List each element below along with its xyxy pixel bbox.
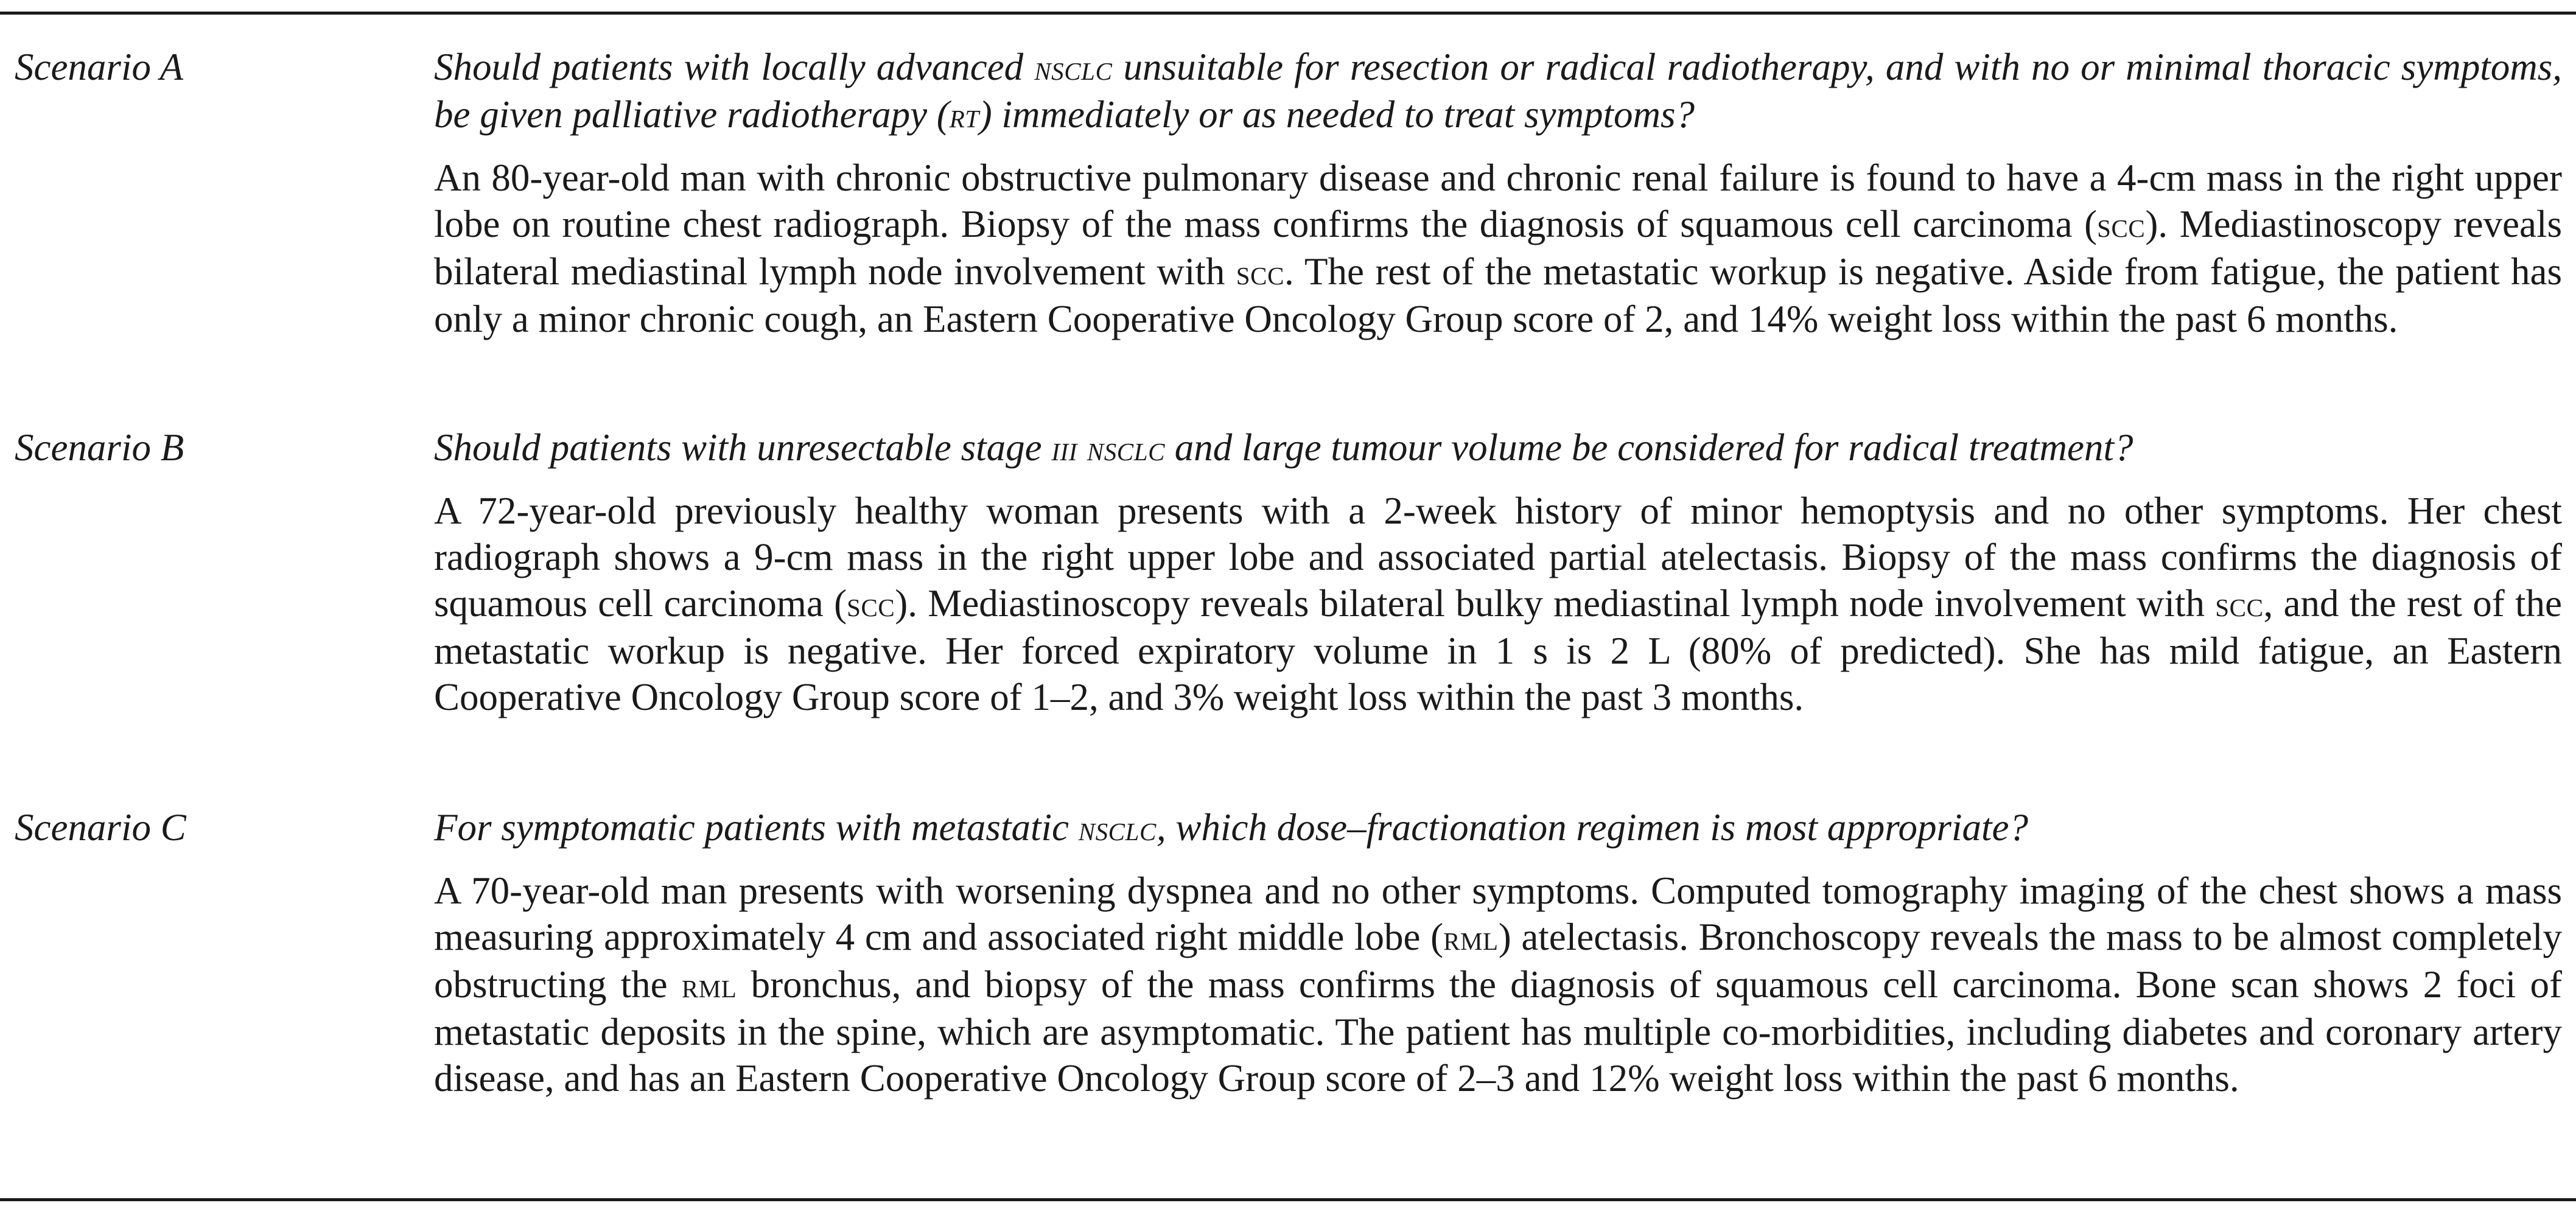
text-run: For symptomatic patients with metastatic <box>434 806 1079 849</box>
scenario-case-description <box>434 488 2562 720</box>
scenario-case-description <box>434 868 2562 1101</box>
text-run: . The rest of the metastatic workup is negative. Aside from fatigue, the patient has only a minor chronic cough, an Eastern Cooperative Oncology Group score of 2, and 14% weight loss within the past 6 months. <box>434 250 2562 340</box>
scenario-question <box>434 804 2562 852</box>
text-run: Should patients with unresectable stage <box>434 426 1052 469</box>
abbreviation: nsclc <box>1034 48 1113 88</box>
scenario-question <box>434 424 2562 472</box>
text-run: A 70-year-old man presents with worsening dyspnea and no other symptoms. Computed tomography imaging of the chest shows a mass measuring approximately 4 cm and associated right middle lobe ( <box>434 869 2562 958</box>
abbreviation: scc <box>2097 205 2146 245</box>
text-run: , and the rest of the metastatic workup is negative. Her forced expiratory volume in 1 s is 2 L (80% of predicted). She has mild fatigue, an Eastern Cooperative Oncology Group score of 1–2, and 3% weight loss within the past 3 months. <box>434 582 2562 718</box>
abbreviation: rml <box>1443 918 1499 958</box>
scenario-body <box>434 804 2562 1101</box>
abbreviation: rt <box>949 96 979 135</box>
abbreviation: iii <box>1051 429 1078 468</box>
abbreviation: scc <box>1236 253 1285 292</box>
table-top-rule <box>0 12 2576 15</box>
text-run: and large tumour volume be considered for radical treatment? <box>1165 426 2133 469</box>
scenario-label: Scenario C <box>15 806 186 849</box>
abbreviation: rml <box>681 966 737 1005</box>
text-run: , which dose–fractionation regimen is most appropriate? <box>1156 806 2028 849</box>
abbreviation: scc <box>847 584 895 624</box>
text-run: bronchus, and biopsy of the mass confirms the diagnosis of squamous cell carcinoma. Bone scan shows 2 foci of metastatic deposits in the spine, which are asymptomatic. The patient has multiple co-morbidities, including diabetes and coronary artery disease, and has an Eastern Cooperative Oncology Group score of 2–3 and 12% weight loss within the past 6 months. <box>434 963 2562 1100</box>
text-run <box>1077 426 1087 469</box>
abbreviation: scc <box>2215 584 2264 624</box>
abbreviation: nsclc <box>1087 429 1166 468</box>
text-run: ) immediately or as needed to treat symptoms? <box>979 93 1695 136</box>
text-run: A 72-year-old previously healthy woman presents with a 2-week history of minor hemoptysis and no other symptoms. Her chest radiograph shows a 9-cm mass in the right upper lobe and associated partial atelectasis. Biopsy of the mass confirms the diagnosis of squamous cell carcinoma ( <box>434 489 2562 625</box>
text-run: ). Mediastinoscopy reveals bilateral bulky mediastinal lymph node involvement with <box>895 582 2216 625</box>
scenario-body <box>434 44 2562 342</box>
scenario-label: Scenario B <box>15 426 184 469</box>
text-run: unsuitable for resection or radical radiotherapy, and with no or minimal thoracic symptoms, be given palliative radiotherapy ( <box>434 46 2563 136</box>
abbreviation: nsclc <box>1078 809 1157 848</box>
table-bottom-rule <box>0 1198 2576 1201</box>
text-run: An 80-year-old man with chronic obstructive pulmonary disease and chronic renal failure is found to have a 4-cm mass in the right upper lobe on routine chest radiograph. Biopsy of the mass confirms the diagnosis of squamous cell carcinoma ( <box>434 156 2562 245</box>
scenario-label: Scenario A <box>15 46 184 88</box>
scenario-question <box>434 44 2562 139</box>
text-run: ) atelectasis. Bronchoscopy reveals the mass to be almost completely obstructing the <box>434 916 2562 1006</box>
scenario-case-description <box>434 155 2562 342</box>
scenario-body <box>434 424 2562 720</box>
text-run: Should patients with locally advanced <box>434 46 1035 88</box>
text-run: ). Mediastinoscopy reveals bilateral mediastinal lymph node involvement with <box>434 203 2562 293</box>
